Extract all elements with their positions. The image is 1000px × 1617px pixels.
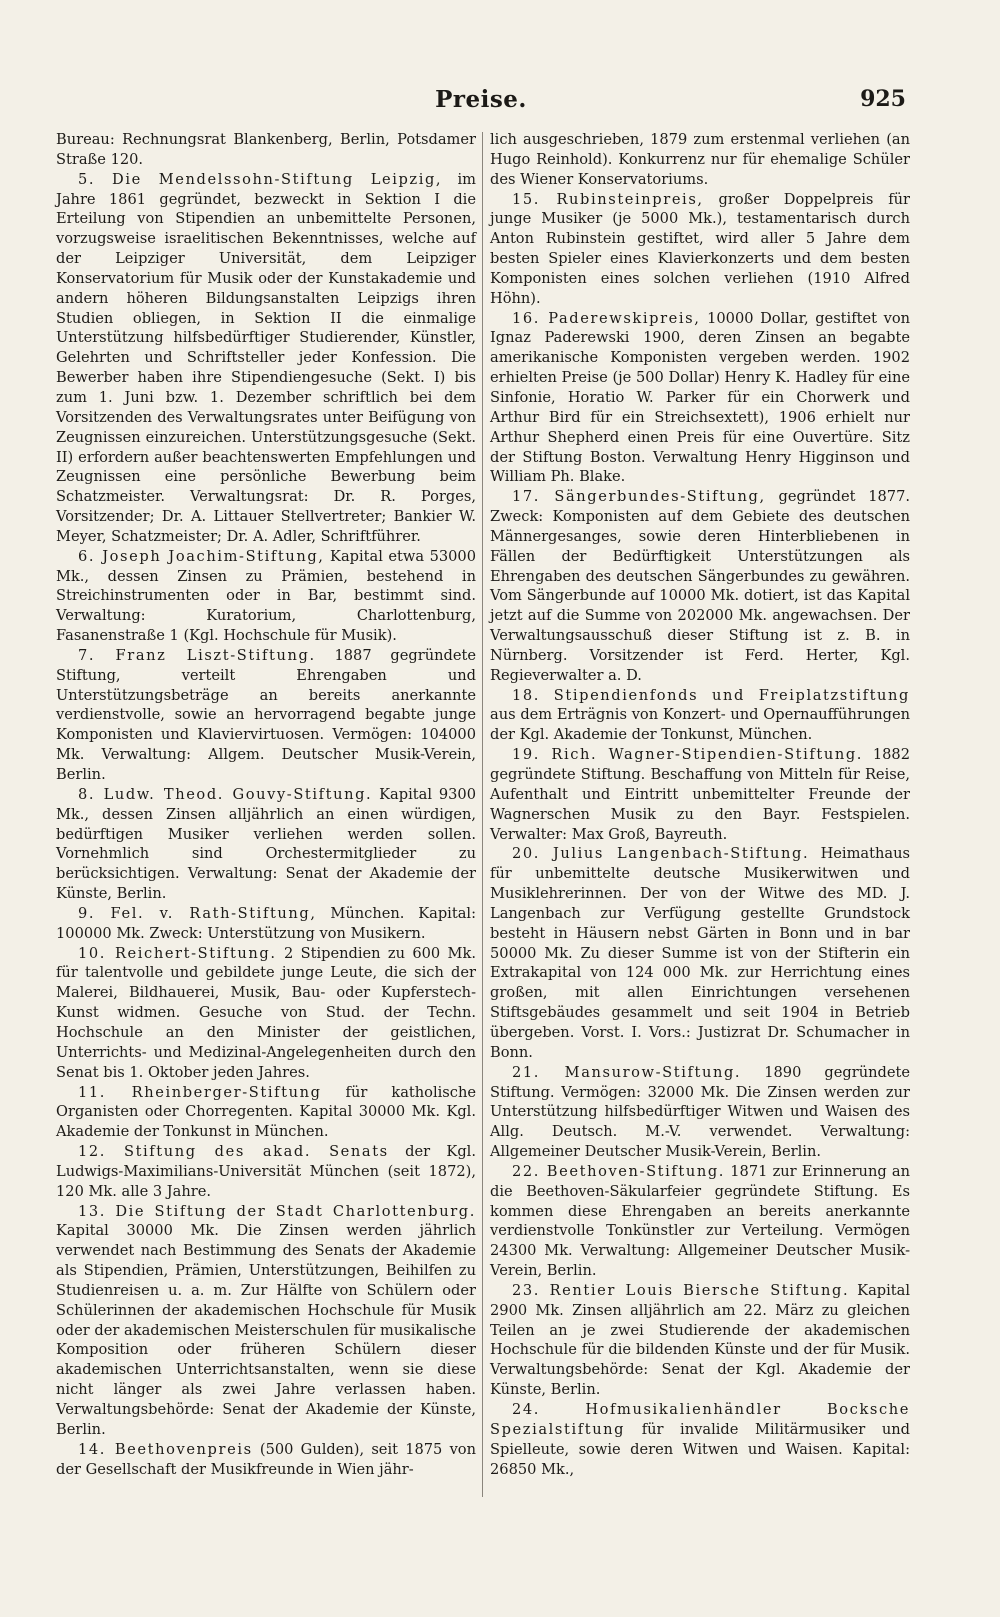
entry-heading: 12. Stiftung des akad. Senats — [78, 1143, 389, 1161]
entry-text: 1871 zur Erinnerung an die Beethoven-Säkularfeier gegründete Stiftung. Es kommen diese Ehrengaben an bereits anerkannte verdienstvolle Tonkünstler zur Verteilung. Vermögen 24300 Mk. Verwaltung: Allgemeiner Deutscher Musik-Verein, Berlin. — [490, 1162, 910, 1280]
entry-paragraph — [56, 1083, 476, 1143]
entry-text: der Kgl. Ludwigs-Maximilians-Universität München (seit 1872), 120 Mk. alle 3 Jahre. — [56, 1143, 476, 1200]
column-divider — [482, 132, 483, 1497]
entry-heading: 9. Fel. v. Rath-Stiftung, — [78, 904, 317, 922]
entry-text: lich ausgeschrieben, 1879 zum erstenmal verliehen (an Hugo Reinhold). Konkurrenz nur für ehemalige Schüler des Wiener Konservatoriums. — [490, 131, 910, 188]
entry-heading: 16. Paderewskipreis, — [512, 309, 701, 327]
entry-text: Bureau: Rechnungsrat Blankenberg, Berlin, Potsdamer Straße 120. — [56, 131, 476, 168]
left-column — [56, 130, 476, 1479]
entry-paragraph — [56, 1202, 476, 1440]
entry-text: München. Kapital: 100000 Mk. Zweck: Unterstützung von Musikern. — [56, 904, 476, 942]
entry-heading: 11. Rheinberger-Stiftung — [78, 1083, 322, 1101]
entry-text: Kapital 30000 Mk. Die Zinsen werden jährlich verwendet nach Bestimmung des Senats der Akademie als Stipendien, Prämien, Unterstützungen, Beihilfen zu Studienreisen u. a. m. Zur Hälfte von Schülern oder Schülerinnen der akademischen Hochschule für Musik oder der akademischen Meisterschulen für musikalische Komposition oder früheren Schülern dieser akademischen Unterrichtsanstalten, wenn sie diese nicht länger als zwei Jahre verlassen haben. Verwaltungsbehörde: Senat der Akademie der Künste, Berlin. — [56, 1222, 476, 1438]
entry-paragraph — [490, 1162, 910, 1281]
entry-paragraph — [56, 170, 476, 547]
entry-heading: 17. Sängerbundes-Stiftung, — [512, 488, 766, 506]
entry-heading: 13. Die Stiftung der Stadt Charlottenburg. — [78, 1202, 476, 1220]
entry-text: im Jahre 1861 gegründet, bezweckt in Sektion I die Erteilung von Stipendien an unbemittelte Personen, vorzugsweise israelitischen Bekenntnisses, welche auf der Leipziger Universität, dem Leipziger Konservatorium für Musik oder der Kunstakademie und andern höheren Bildungsanstalten Leipzigs ihren Studien obliegen, in Sektion II die einmalige Unterstützung hilfsbedürftiger Studierender, Künstler, Gelehrten und Schriftsteller jeder Konfession. Die Bewerber haben ihre Stipendiengesuche (Sekt. I) bis zum 1. Juni bzw. 1. Dezember schriftlich bei dem Vorsitzenden des Verwaltungsrates unter Beifügung von Zeugnissen einzureichen. Unterstützungsgesuche (Sekt. II) erfordern außer beachtenswerten Empfehlungen und Zeugnissen eine persönliche Bewerbung beim Schatzmeister. Verwaltungsrat: Dr. R. Porges, Vorsitzender; Dr. A. Littauer Stellvertreter; Bankier W. Meyer, Schatzmeister; Dr. A. Adler, Schriftführer. — [56, 170, 476, 545]
entry-heading: 19. Rich. Wagner-Stipendien-Stiftung. — [512, 746, 864, 764]
page-number: 925 — [860, 86, 906, 112]
entry-text: 1887 gegründete Stiftung, verteilt Ehrengaben und Unterstützungsbeträge an bereits anerkannte verdienstvolle, sowie an hervorragend begabte junge Komponisten und Klaviervirtuosen. Vermögen: 104000 Mk. Verwaltung: Allgem. Deutscher Musik-Verein, Berlin. — [56, 646, 476, 783]
entry-heading: 6. Joseph Joachim-Stiftung, — [78, 547, 325, 565]
entry-text: 1890 gegründete Stiftung. Vermögen: 32000 Mk. Die Zinsen werden zur Unterstützung hilfsbedürftiger Witwen und Waisen des Allg. Deutsch. M.-V. verwendet. Verwaltung: Allgemeiner Deutscher Musik-Verein, Berlin. — [490, 1063, 910, 1161]
entry-text: 10000 Dollar, gestiftet von Ignaz Paderewski 1900, deren Zinsen an begabte amerikanische Komponisten vergeben werden. 1902 erhielten Preise (je 500 Dollar) Henry K. Hadley für eine Sinfonie, Horatio W. Parker für ein Chorwerk und Arthur Bird für ein Streichsextett), 1906 erhielt nur Arthur Shepherd einen Preis für eine Ouvertüre. Sitz der Stiftung Boston. Verwaltung Henry Higginson und William Ph. Blake. — [490, 309, 910, 486]
entry-paragraph — [490, 487, 910, 685]
entry-heading: 7. Franz Liszt-Stiftung. — [78, 646, 316, 664]
entry-paragraph — [490, 745, 910, 844]
entry-heading: 5. Die Mendelssohn-Stiftung Leipzig, — [78, 170, 443, 188]
entry-paragraph — [490, 1400, 910, 1479]
entry-heading: 18. Stipendienfonds und Freiplatzstiftung — [512, 686, 910, 704]
entry-paragraph — [56, 904, 476, 944]
entry-text: aus dem Erträgnis von Konzert- und Opernaufführungen der Kgl. Akademie der Tonkunst, München. — [490, 706, 910, 744]
entry-heading: 14. Beethovenpreis — [78, 1440, 253, 1458]
entry-paragraph — [490, 1281, 910, 1400]
entry-text: gegründet 1877. Zweck: Komponisten auf dem Gebiete des deutschen Männergesanges, sowie deren Hinterbliebenen in Fällen der Bedürftigkeit Unterstützungen als Ehrengaben des deutschen Sängerbundes zu gewähren. Vom Sängerbunde auf 10000 Mk. dotiert, ist das Kapital jetzt auf die Summe von 202000 Mk. angewachsen. Der Verwaltungsausschuß dieser Stiftung ist z. B. in Nürnberg. Vorsitzender ist Ferd. Herter, Kgl. Regieverwalter a. D. — [490, 488, 910, 684]
entry-paragraph — [56, 785, 476, 904]
entry-heading: 8. Ludw. Theod. Gouvy-Stiftung. — [78, 785, 373, 803]
entry-paragraph — [56, 646, 476, 785]
page-title: Preise. — [435, 86, 527, 113]
entry-text: für invalide Militärmusiker und Spielleute, sowie deren Witwen und Waisen. Kapital: 26850 Mk., — [490, 1420, 910, 1478]
entry-heading: 22. Beethoven-Stiftung. — [512, 1162, 726, 1180]
entry-paragraph — [56, 944, 476, 1083]
right-column — [490, 130, 910, 1479]
entry-paragraph — [490, 844, 910, 1062]
entry-text: Kapital 2900 Mk. Zinsen alljährlich am 22. März zu gleichen Teilen an je zwei Studierende der akademischen Hochschule für die bildenden Künste und der für Musik. Verwaltungsbehörde: Senat der Kgl. Akademie der Künste, Berlin. — [490, 1281, 911, 1399]
entry-paragraph — [490, 686, 910, 746]
entry-text: Kapital etwa 53000 Mk., dessen Zinsen zu Prämien, bestehend in Streichinstrumenten oder in Bar, bestimmt sind. Verwaltung: Kuratorium, Charlottenburg, Fasanenstraße 1 (Kgl. Hochschule für Musik). — [56, 547, 476, 645]
entry-heading: 15. Rubinsteinpreis, — [512, 190, 704, 208]
page-header — [56, 86, 906, 116]
entry-heading: 23. Rentier Louis Biersche Stiftung. — [512, 1281, 850, 1299]
entry-paragraph — [490, 190, 910, 309]
entry-paragraph — [56, 1142, 476, 1202]
entry-heading: 10. Reichert-Stiftung. — [78, 944, 277, 962]
entry-text: großer Doppelpreis für junge Musiker (je 5000 Mk.), testamentarisch durch Anton Rubinstein gestiftet, wird aller 5 Jahre dem besten Spieler eines Klavierkonzerts und dem besten Komponisten eines solchen verliehen (1910 Alfred Höhn). — [490, 190, 910, 307]
entry-text: Heimathaus für unbemittelte deutsche Musikerwitwen und Musiklehrerinnen. Der von der Witwe des MD. J. Langenbach zur Verfügung gestellte Grundstock besteht in Häusern nebst Gärten in Bonn und in bar 50000 Mk. Zu dieser Summe ist von der Stifterin ein Extrakapital von 124 000 Mk. zur Herrichtung eines großen, mit allen Einrichtungen versehenen Stiftsgebäudes gesammelt und seit 1904 in Betrieb übergeben. Vorst. I. Vors.: Justizrat Dr. Schumacher in Bonn. — [490, 845, 910, 1061]
entry-paragraph — [56, 130, 476, 170]
entry-text: 2 Stipendien zu 600 Mk. für talentvolle und gebildete junge Leute, die sich der Malerei, Bildhauerei, Musik, Bau- oder Kupferstech-Kunst widmen. Gesuche von Stud. der Techn. Hochschule an den Minister der geistlichen, Unterrichts- und Medizinal-Angelegenheiten durch den Senat bis 1. Oktober jeden Jahres. — [56, 944, 476, 1081]
entry-paragraph — [490, 1063, 910, 1162]
entry-heading: 20. Julius Langenbach-Stiftung. — [512, 845, 810, 863]
entry-paragraph — [490, 309, 910, 488]
entry-paragraph — [56, 1440, 476, 1480]
entry-heading: 21. Mansurow-Stiftung. — [512, 1063, 742, 1081]
entry-paragraph — [490, 130, 910, 190]
entry-text: (500 Gulden), seit 1875 von der Gesellschaft der Musikfreunde in Wien jähr- — [56, 1440, 476, 1478]
entry-text: für katholische Organisten oder Chorregenten. Kapital 30000 Mk. Kgl. Akademie der Tonkunst in München. — [56, 1083, 476, 1141]
entry-text: Kapital 9300 Mk., dessen Zinsen alljährlich an einen würdigen, bedürftigen Musiker verliehen werden sollen. Vornehmlich sind Orchestermitglieder zu berücksichtigen. Verwaltung: Senat der Akademie der Künste, Berlin. — [56, 785, 476, 903]
entry-heading: 24. Hofmusikalienhändler Bocksche Spezialstiftung — [490, 1401, 910, 1438]
entry-text: 1882 gegründete Stiftung. Beschaffung von Mitteln für Reise, Aufenthalt und Eintritt unbemittelter Freunde der Wagnerschen Musik zu den Bayr. Festspielen. Verwalter: Max Groß, Bayreuth. — [490, 746, 911, 843]
entry-paragraph — [56, 547, 476, 646]
